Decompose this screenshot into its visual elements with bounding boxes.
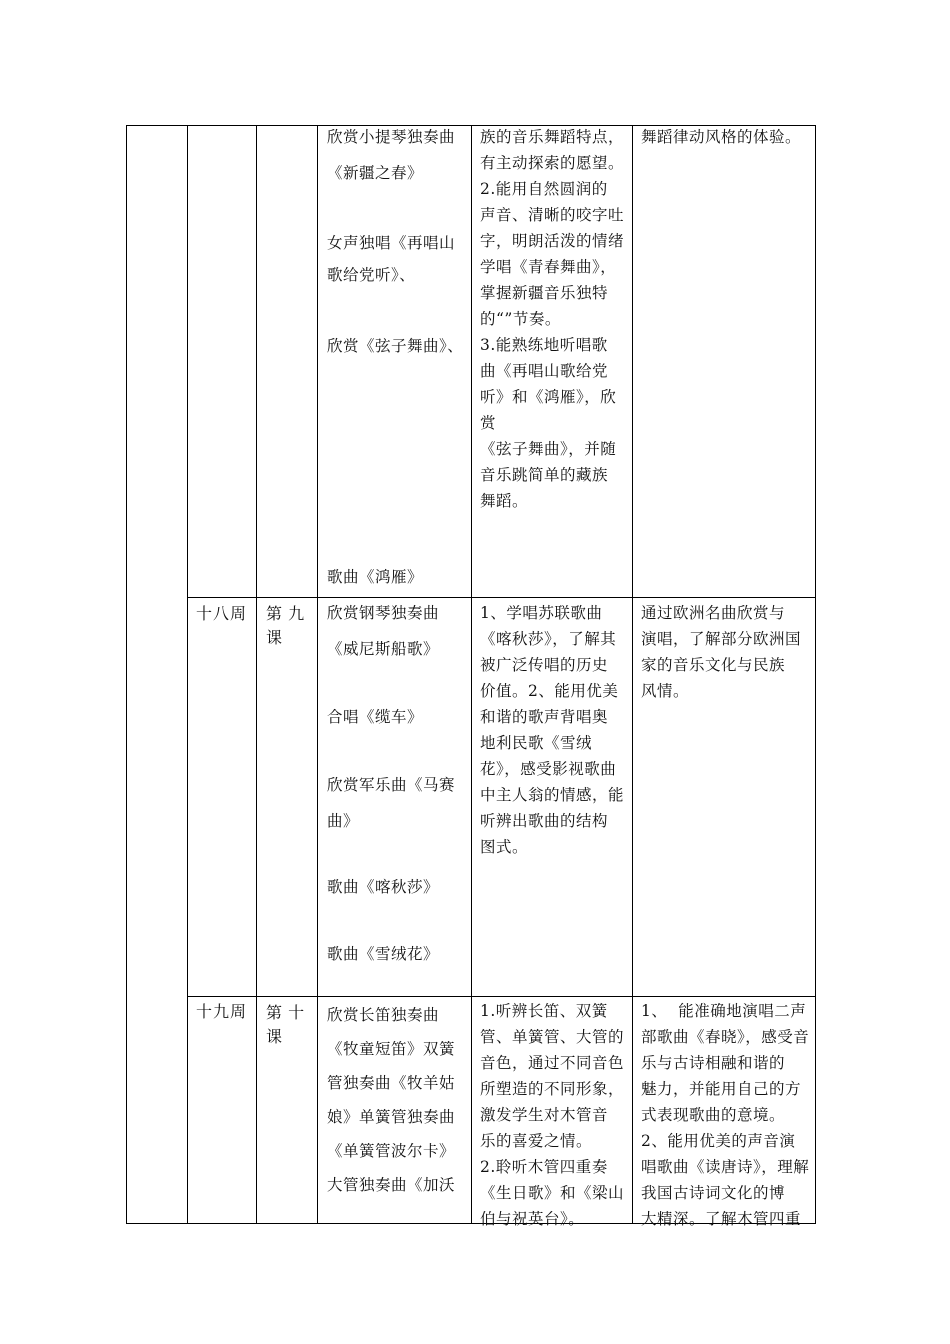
goals-cell: 族的音乐舞蹈特点， 有主动探索的愿望。 2.能用自然圆润的 声音、清晰的咬字吐 字，明朗活泼的情绪 学唱《青春舞曲》， 掌握新疆音乐独特 的“”节奏。 3.能熟练地听唱歌 曲《再唱山歌给党 听》和《鸿雁》，欣赏 《弦子舞曲》，并随 音乐跳简单的藏族 舞蹈。: [480, 128, 625, 510]
week-cell: 十八周: [196, 604, 248, 623]
column-divider: [187, 125, 188, 1224]
experience-cell: 通过欧洲名曲欣赏与 演唱，了解部分欧洲国 家的音乐文化与民族 风情。: [641, 604, 802, 700]
content-item: 欣赏《弦子舞曲》、: [327, 337, 464, 355]
content-item: 歌曲《鸿雁》: [327, 568, 424, 586]
content-item: 欣赏小提琴独奏曲 《新疆之春》: [327, 128, 456, 182]
row-divider: [187, 996, 816, 997]
column-divider: [632, 125, 633, 1224]
row-divider: [187, 597, 816, 598]
content-item: 歌曲《喀秋莎》: [327, 878, 440, 896]
column-divider: [256, 125, 257, 1224]
experience-cell: 1、 能准确地演唱二声 部歌曲《春晓》，感受音 乐与古诗相融和谐的 魅力，并能用自己的方 式表现歌曲的意境。 2、能用优美的声音演 唱歌曲《读唐诗》，理解 我国古诗词文化的博 大精深。了解木管四重: [641, 1002, 810, 1228]
content-item: 欣赏军乐曲《马赛 曲》: [327, 776, 456, 830]
content-item: 欣赏钢琴独奏曲 《威尼斯船歌》: [327, 604, 440, 658]
table-border-left: [126, 125, 127, 1224]
content-item: 歌曲《雪绒花》: [327, 945, 440, 963]
content-item: 女声独唱《再唱山 歌给党听》、: [327, 234, 456, 284]
column-divider: [317, 125, 318, 1224]
table-border-right: [815, 125, 816, 1224]
week-cell: 十九周: [196, 1002, 248, 1021]
content-item: 合唱《缆车》: [327, 708, 424, 726]
goals-cell: 1.听辨长笛、双簧 管、单簧管、大管的 音色，通过不同音色 所塑造的不同形象， 激发学生对木管音 乐的喜爱之情。 2.聆听木管四重奏 《生日歌》和《梁山 伯与祝英台》。: [480, 1002, 625, 1228]
column-divider: [471, 125, 472, 1224]
content-cell: 欣赏长笛独奏曲 《牧童短笛》双簧 管独奏曲《牧羊姑 娘》单簧管独奏曲 《单簧管波尔卡》 大管独奏曲《加沃: [327, 1006, 456, 1194]
lesson-cell: 第 九 课: [266, 604, 305, 647]
goals-cell: 1、学唱苏联歌曲 《喀秋莎》，了解其 被广泛传唱的历史 价值。2、能用优美 和谐的歌声背唱奥 地利民歌《雪绒 花》，感受影视歌曲 中主人翁的情感，能 听辨出歌曲的结构 图式。: [480, 604, 625, 856]
lesson-cell: 第 十 课: [266, 1003, 305, 1046]
experience-cell: 舞蹈律动风格的体验。: [641, 128, 802, 146]
